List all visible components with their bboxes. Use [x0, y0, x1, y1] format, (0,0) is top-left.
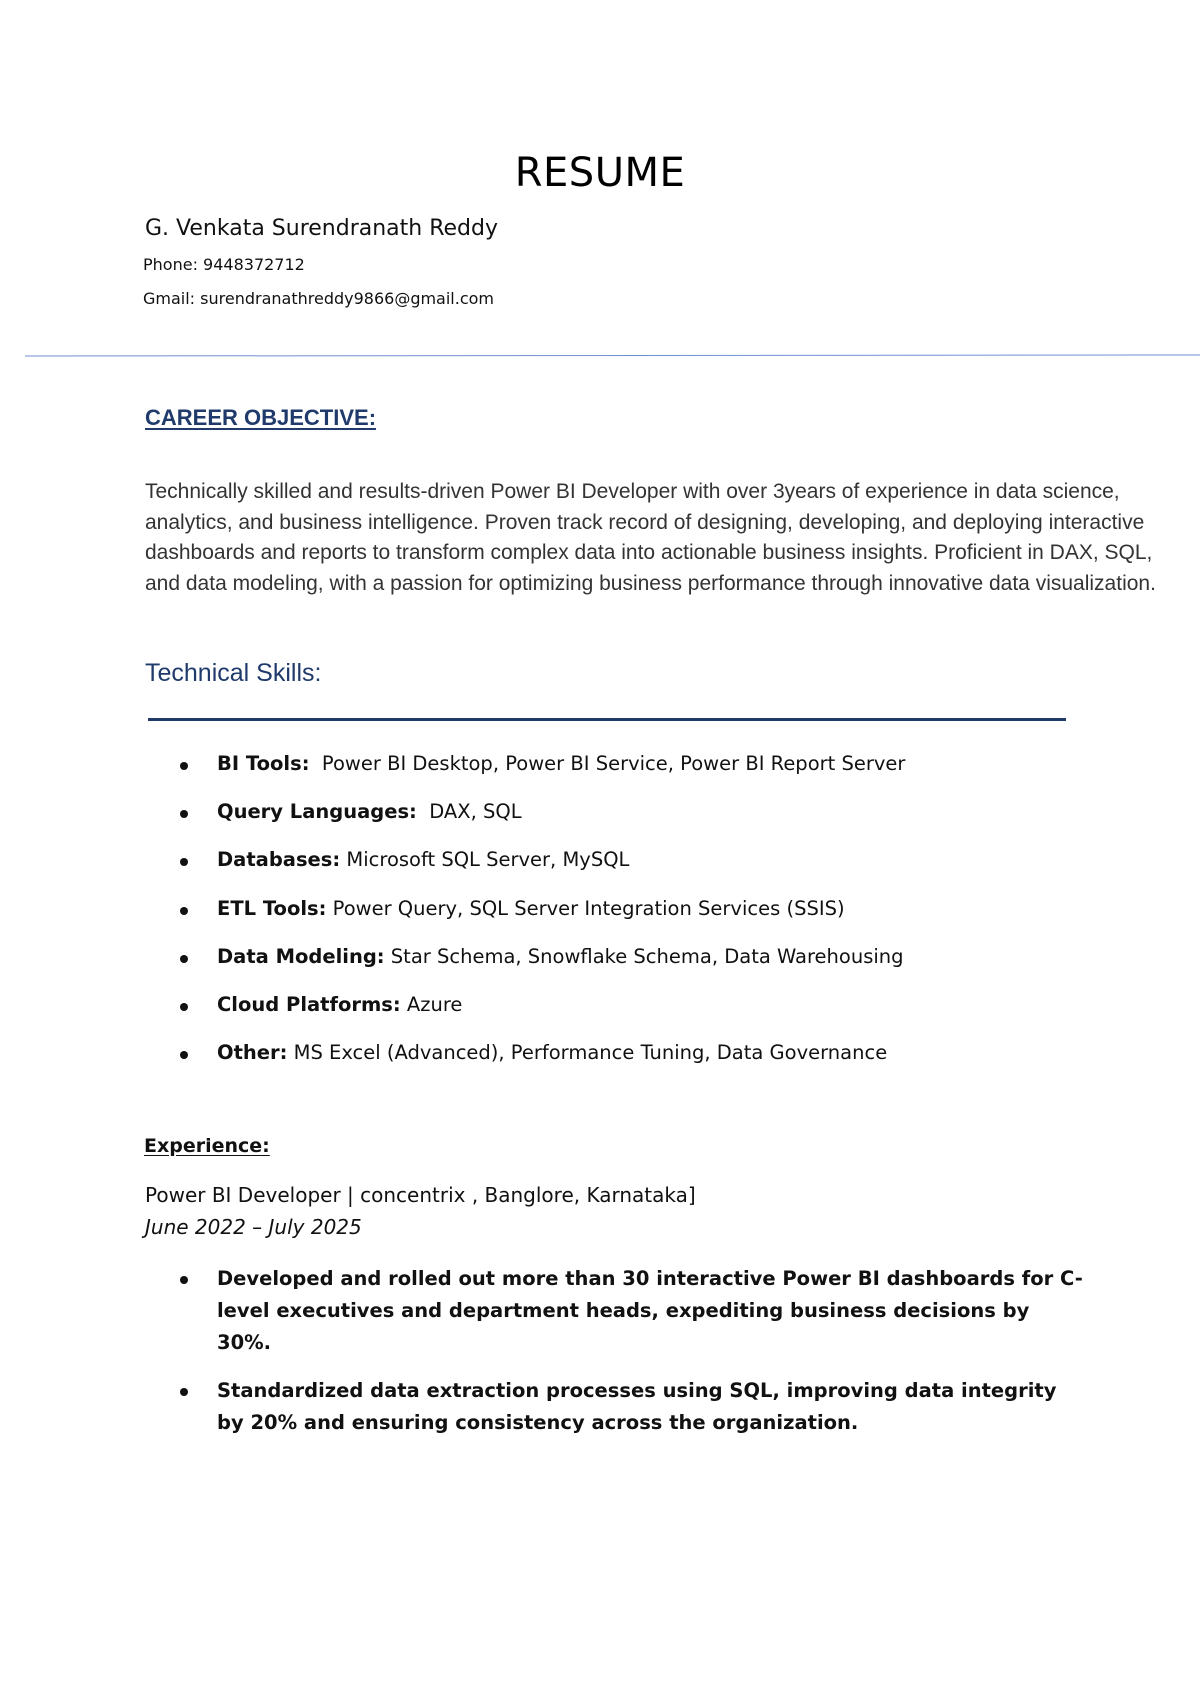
skill-value: Azure — [400, 992, 463, 1016]
skill-item — [0, 797, 905, 845]
skill-key: Data Modeling: — [217, 944, 385, 968]
skill-key: Query Languages: — [217, 800, 417, 824]
skill-item — [0, 749, 905, 797]
experience-text: Developed and rolled out more than 30 interactive Power BI dashboards for C-level executives and department heads, expediting business decisions by 30%. — [217, 1267, 1083, 1354]
skill-value: MS Excel (Advanced), Performance Tuning, Data Governance — [287, 1041, 888, 1065]
skill-key: Databases: — [217, 848, 341, 872]
bullet-icon — [180, 1276, 188, 1284]
skill-value: Microsoft SQL Server, MySQL — [340, 848, 630, 872]
document-title: RESUME — [514, 150, 686, 196]
skill-value: Power BI Desktop, Power BI Service, Power BI Report Server — [309, 752, 906, 775]
bullet-icon — [180, 1388, 188, 1396]
skill-value: DAX, SQL — [416, 800, 522, 824]
career-objective-text: Technically skilled and results-driven Power BI Developer with over 3years of experience in data science, analytics, and business intelligence. Proven track record of designing, developing, and deploying interactive dashboards and reports to transform complex data into actionable business insights. Proficient in DAX, SQL, and data modeling, with a passion for optimizing business performance through innovative data visualization. — [145, 480, 1156, 595]
experience-list — [0, 1263, 1087, 1455]
skill-value: Star Schema, Snowflake Schema, Data Warehousing — [384, 944, 904, 968]
email-address: Gmail: surendranathreddy9866@gmail.com — [143, 289, 495, 308]
job-dates: June 2022 – July 2025 — [145, 1215, 362, 1239]
candidate-name: G. Venkata Surendranath Reddy — [145, 216, 498, 241]
experience-text: Standardized data extraction processes using SQL, improving data integrity by 20% and ensuring consistency across the organization. — [217, 1379, 1057, 1434]
bullet-icon — [180, 1003, 188, 1011]
skill-key: Other: — [217, 1041, 288, 1065]
skill-key: ETL Tools: — [217, 896, 327, 920]
skills-list — [0, 749, 905, 1086]
skill-item — [0, 845, 905, 893]
experience-heading: Experience: — [144, 1135, 270, 1157]
skill-item — [0, 942, 905, 990]
skill-item — [0, 990, 905, 1038]
skill-item — [0, 1038, 905, 1086]
career-objective-heading: CAREER OBJECTIVE: — [145, 405, 377, 430]
phone-number: Phone: 9448372712 — [143, 255, 305, 274]
skill-item — [0, 894, 905, 942]
header-divider — [25, 354, 1200, 356]
skills-divider — [148, 718, 1066, 721]
skill-key: BI Tools: — [217, 752, 310, 775]
experience-item — [0, 1375, 1087, 1439]
experience-item — [0, 1263, 1087, 1359]
bullet-icon — [180, 955, 188, 963]
job-title: Power BI Developer | concentrix , Banglore, Karnataka] — [145, 1183, 696, 1207]
bullet-icon — [180, 858, 188, 866]
bullet-icon — [180, 810, 188, 818]
bullet-icon — [180, 762, 188, 770]
skill-key: Cloud Platforms: — [217, 992, 401, 1016]
technical-skills-heading: Technical Skills: — [145, 659, 322, 687]
skill-value: Power Query, SQL Server Integration Services (SSIS) — [326, 896, 845, 920]
bullet-icon — [180, 1051, 188, 1059]
bullet-icon — [180, 907, 188, 915]
